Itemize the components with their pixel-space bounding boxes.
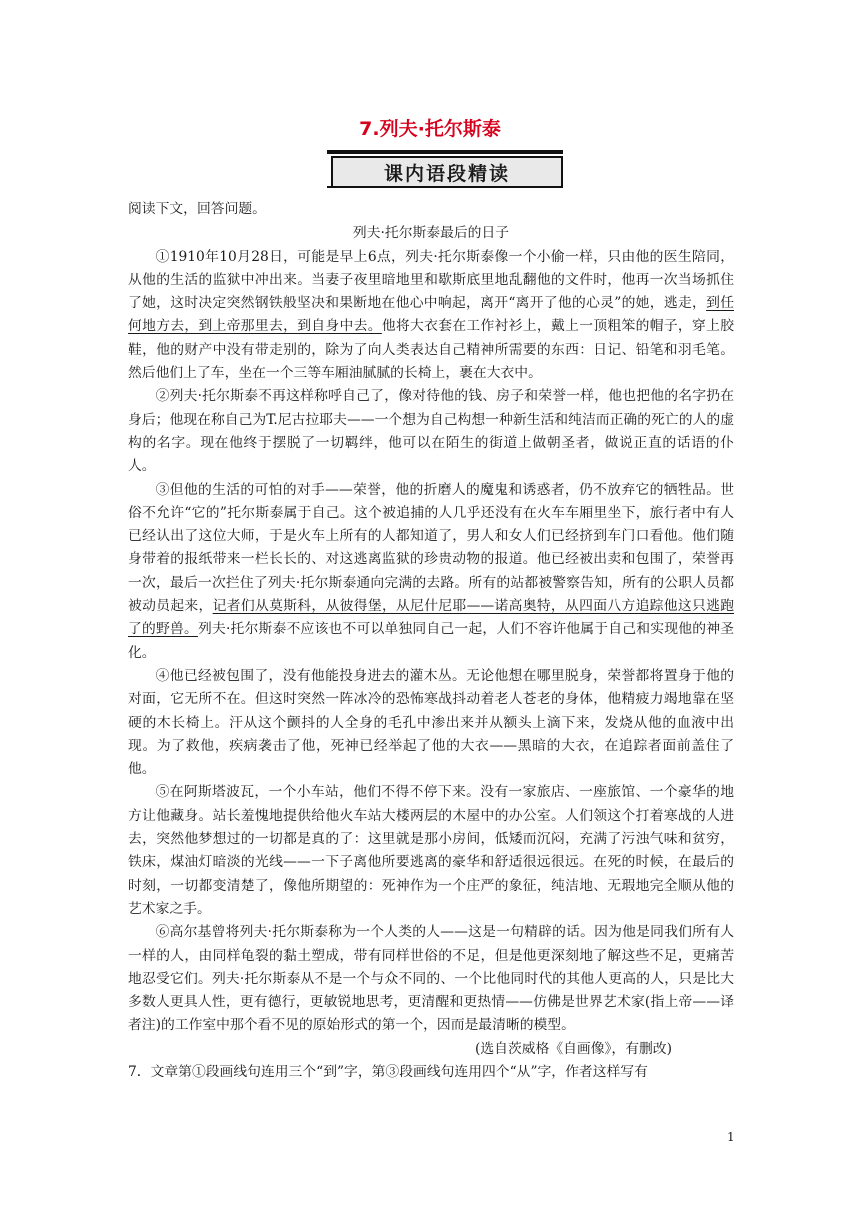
paragraph-3-text: ③但他的生活的可怕的对手——荣誉，他的折磨人的魔鬼和诱惑者，仍不放弃它的牺牲品。世俗不允许“它的”托尔斯泰属于自己。这个被追捕的人几乎还没有在火车车厢里坐下，旅行者中有人已经认出了这位大师，于是火车上所有的人都知道了，男人和女人们已经挤到车门口看他。他们随身带着的报纸带来一栏长长的、对这逃离监狱的珍贵动物的报道。他已经被出卖和包围了，荣誉再一次，最后一次拦住了列夫·托尔斯泰通向完满的去路。所有的站都被警察告知，所有的公职人员都被动员起来， <box>128 481 734 615</box>
banner-bottom-rule <box>327 186 563 188</box>
paragraph-1-underlined-sentence: 到任何地方去，到上帝那里去，到自身中去。 <box>128 295 735 335</box>
page-number: 1 <box>727 1130 735 1144</box>
paragraph-3-text-cont: 列夫·托尔斯泰不应该也不可以单独同自己一起，人们不容许他属于自己和实现他的神圣化。 <box>128 621 735 661</box>
paragraph-3-underlined-sentence: 记者们从莫斯科，从彼得堡，从尼什尼耶——诺高奥特，从四面八方追踪他这只逃跑了的野兽。 <box>128 598 735 638</box>
banner-top-rule <box>327 150 563 154</box>
paragraph-1-text-cont: 他将大衣套在工作衬衫上，戴上一顶粗笨的帽子，穿上胶鞋，他的财产中没有带走别的，除为了向人类表达自己精神所需要的东西：日记、铅笔和羽毛笔。然后他们上了车，坐在一个三等车厢油腻腻的长椅上，裹在大衣中。 <box>128 318 735 382</box>
paragraph-1 <box>128 246 734 386</box>
lesson-title: 7.列夫·托尔斯泰 <box>359 118 501 140</box>
source-note: (选自茨威格《自画像》，有删改) <box>474 1040 672 1057</box>
paragraph-4: ④他已经被包围了，没有他能投身进去的灌木丛。无论他想在哪里脱身，荣誉都将置身于他的对面，它无所不在。但这时突然一阵冰冷的恐怖寒战抖动着老人苍老的身体，他精疲力竭地靠在坚硬的木长椅上。汗从这个颤抖的人全身的毛孔中渗出来并从额头上滴下来，发烧从他的血液中出现。为了救他，疾病袭击了他，死神已经举起了他的大衣——黑暗的大衣，在追踪者面前盖住了他。 <box>128 667 734 778</box>
instruction-text: 阅读下文，回答问题。 <box>128 201 266 217</box>
paragraph-2: ②列夫·托尔斯泰不再这样称呼自己了，像对待他的钱、房子和荣誉一样，他也把他的名字扔在身后；他现在称自己为T.尼古拉耶夫——一个想为自己构想一种新生活和纯洁而正确的死亡的人的虚构的名字。现在他终于摆脱了一切羁绊，他可以在陌生的街道上做朝圣者，做说正直的话语的仆人。 <box>128 388 734 475</box>
section-banner <box>327 150 563 188</box>
article-title: 列夫·托尔斯泰最后的日子 <box>352 225 510 242</box>
paragraph-6: ⑥高尔基曾将列夫·托尔斯泰称为一个人类的人——这是一句精辟的话。因为他是同我们所有人一样的人，由同样龟裂的黏土塑成，带有同样世俗的不足，但是他更深刻地了解这些不足，更痛苦地忍受它们。列夫·托尔斯泰从不是一个与众不同的、一个比他同时代的其他人更高的人，只是比大多数人更具人性，更有德行，更敏锐地思考，更清醒和更热情——仿佛是世界艺术家(指上帝——译者注)的工作室中那个看不见的原始形式的第一个，因而是最清晰的模型。 <box>128 924 734 1034</box>
paragraph-1-text: ①1910年10月28日，可能是早上6点，列夫·托尔斯泰像一个小偷一样，只由他的医生陪同，从他的生活的监狱中冲出来。当妻子夜里暗地里和歇斯底里地乱翻他的文件时，他再一次当场抓住了她，这时决定突然钢铁般坚决和果断地在他心中响起，离开“离开了他的心灵”的她，逃走， <box>128 248 734 312</box>
reading-passage <box>128 198 734 1084</box>
paragraph-5: ⑤在阿斯塔波瓦，一个小车站，他们不得不停下来。没有一家旅店、一座旅馆、一个豪华的地方让他藏身。站长羞愧地提供给他火车站大楼两层的木屋中的办公室。人们领这个打着寒战的人进去，突然他梦想过的一切都是真的了：这里就是那小房间，低矮而沉闷，充满了污浊气味和贫穷，铁床，煤油灯暗淡的光线——一下子离他所要逃离的豪华和舒适很远很远。在死的时候，在最后的时刻，一切都变清楚了，像他所期望的：死神作为一个庄严的象征，纯洁地、无瑕地完全顺从他的艺术家之手。 <box>128 784 734 917</box>
section-label: 课内语段精读 <box>331 156 563 188</box>
question-7: 7．文章第①段画线句连用三个“到”字，第③段画线句连用四个“从”字，作者这样写有 <box>128 1063 648 1080</box>
paragraph-3 <box>128 479 734 665</box>
